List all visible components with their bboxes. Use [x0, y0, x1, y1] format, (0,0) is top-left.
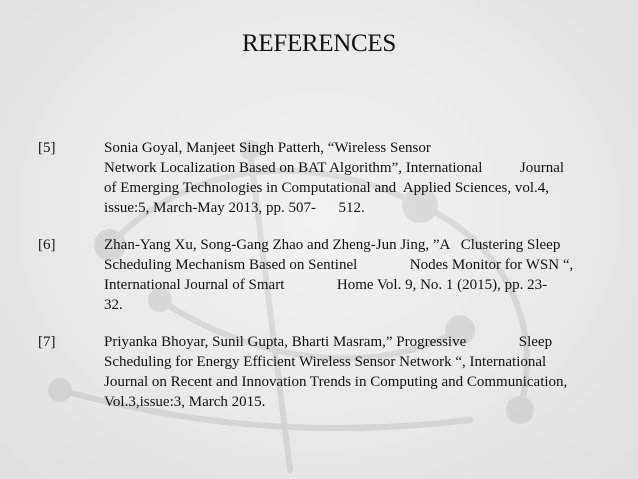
reference-line: issue:5, March-May 2013, pp. 507- 512. — [104, 200, 365, 216]
reference-line: Zhan-Yang Xu, Song-Gang Zhao and Zheng-Jun Jing, ”A Clustering Sleep — [104, 237, 561, 253]
reference-line: of Emerging Technologies in Computational and Applied Sciences, vol.4, — [104, 180, 549, 196]
reference-line: Priyanka Bhoyar, Sunil Gupta, Bharti Masram,” Progressive Sleep — [104, 334, 553, 350]
reference-line: Vol.3,issue:3, March 2015. — [104, 394, 266, 410]
reference-list — [38, 138, 610, 429]
reference-line: Network Localization Based on BAT Algorithm”, International Journal — [104, 160, 565, 176]
reference-line: Scheduling Mechanism Based on Sentinel Nodes Monitor for WSN “, — [104, 257, 574, 273]
reference-item — [38, 235, 610, 315]
reference-line: International Journal of Smart Home Vol. 9, No. 1 (2015), pp. 23- — [104, 277, 548, 293]
reference-number: [6] — [38, 237, 56, 253]
reference-item — [38, 138, 610, 218]
reference-line: Sonia Goyal, Manjeet Singh Patterh, “Wireless Sensor — [104, 140, 431, 156]
reference-number: [7] — [38, 334, 56, 350]
slide-title: REFERENCES — [242, 30, 396, 57]
reference-text — [104, 138, 610, 218]
reference-item — [38, 332, 610, 412]
reference-line: Journal on Recent and Innovation Trends in Computing and Communication, — [104, 374, 568, 390]
reference-number: [5] — [38, 140, 56, 156]
reference-text — [104, 235, 610, 315]
reference-line: Scheduling for Energy Efficient Wireless Sensor Network “, International — [104, 354, 547, 370]
reference-line: 32. — [104, 297, 123, 313]
reference-text — [104, 332, 610, 412]
